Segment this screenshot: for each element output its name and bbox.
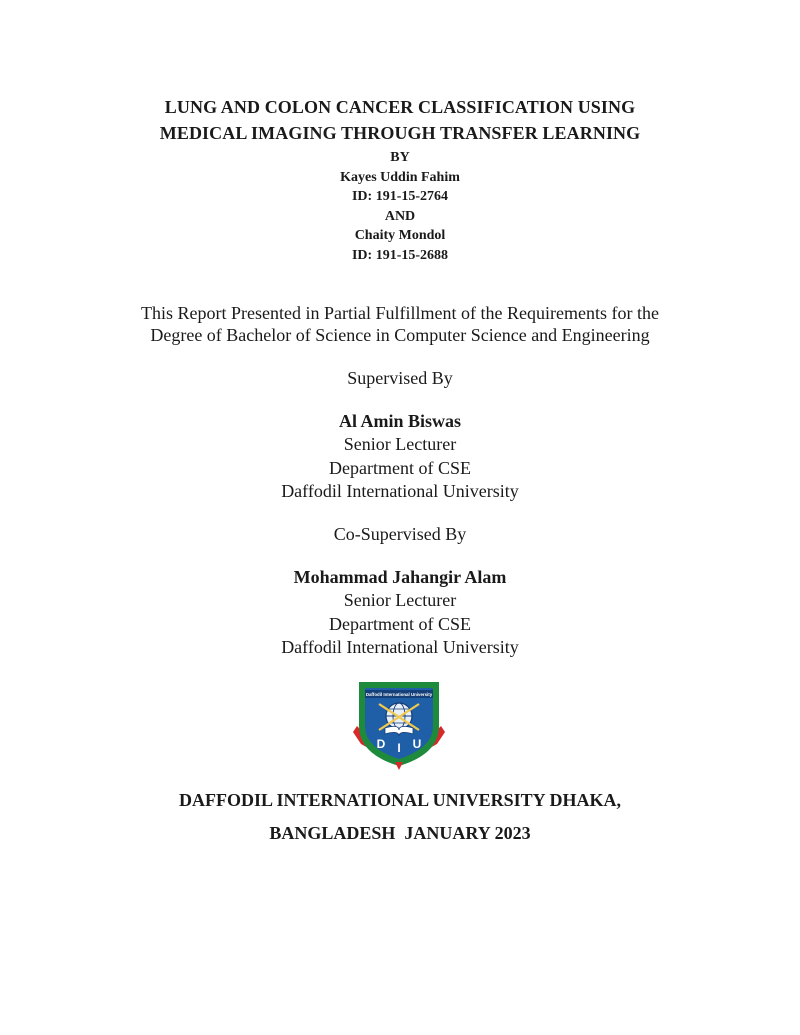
footer-institution (0, 784, 800, 850)
report-statement (0, 302, 800, 346)
supervisor-name: Al Amin Biswas (338, 411, 462, 431)
report-statement-line-2: Degree of Bachelor of Science in Computer Science and Engineering (150, 325, 650, 345)
co-supervised-by-heading: Co-Supervised By (333, 524, 467, 544)
author-2-id: ID: 191-15-2688 (351, 247, 449, 263)
author-1-name: Kayes Uddin Fahim (340, 169, 460, 185)
footer-line-2: BANGLADESH JANUARY 2023 (269, 823, 531, 843)
co-supervisor-department: Department of CSE (329, 613, 471, 634)
authors-block (0, 148, 800, 265)
report-statement-line-1: This Report Presented in Partial Fulfillment of the Requirements for the (141, 303, 659, 323)
svg-text:D: D (376, 737, 386, 751)
co-supervisor-university: Daffodil International University (281, 637, 519, 657)
thesis-title (0, 94, 800, 146)
by-label: BY (390, 150, 410, 165)
co-supervisor-name: Mohammad Jahangir Alam (293, 567, 507, 587)
co-supervisor-designation: Senior Lecturer (343, 590, 457, 610)
svg-text:Daffodil International Univers: Daffodil International University (365, 692, 433, 697)
thesis-title-line-2: MEDICAL IMAGING THROUGH TRANSFER LEARNING (159, 123, 641, 143)
diu-logo-icon (351, 674, 447, 772)
supervisor-block (0, 410, 800, 504)
supervised-by-heading: Supervised By (347, 368, 453, 388)
author-1-id: ID: 191-15-2764 (351, 189, 449, 204)
author-2-name: Chaity Mondol (354, 228, 446, 243)
co-supervisor-block (0, 566, 800, 660)
and-label: AND (384, 208, 416, 224)
svg-text:U: U (412, 737, 422, 751)
supervisor-department: Department of CSE (329, 457, 471, 478)
footer-line-1: DAFFODIL INTERNATIONAL UNIVERSITY DHAKA, (178, 790, 622, 810)
supervisor-designation: Senior Lecturer (343, 434, 457, 454)
thesis-title-line-1: LUNG AND COLON CANCER CLASSIFICATION USING (164, 97, 636, 117)
svg-text:I: I (397, 741, 401, 755)
supervisor-university: Daffodil International University (281, 481, 519, 501)
